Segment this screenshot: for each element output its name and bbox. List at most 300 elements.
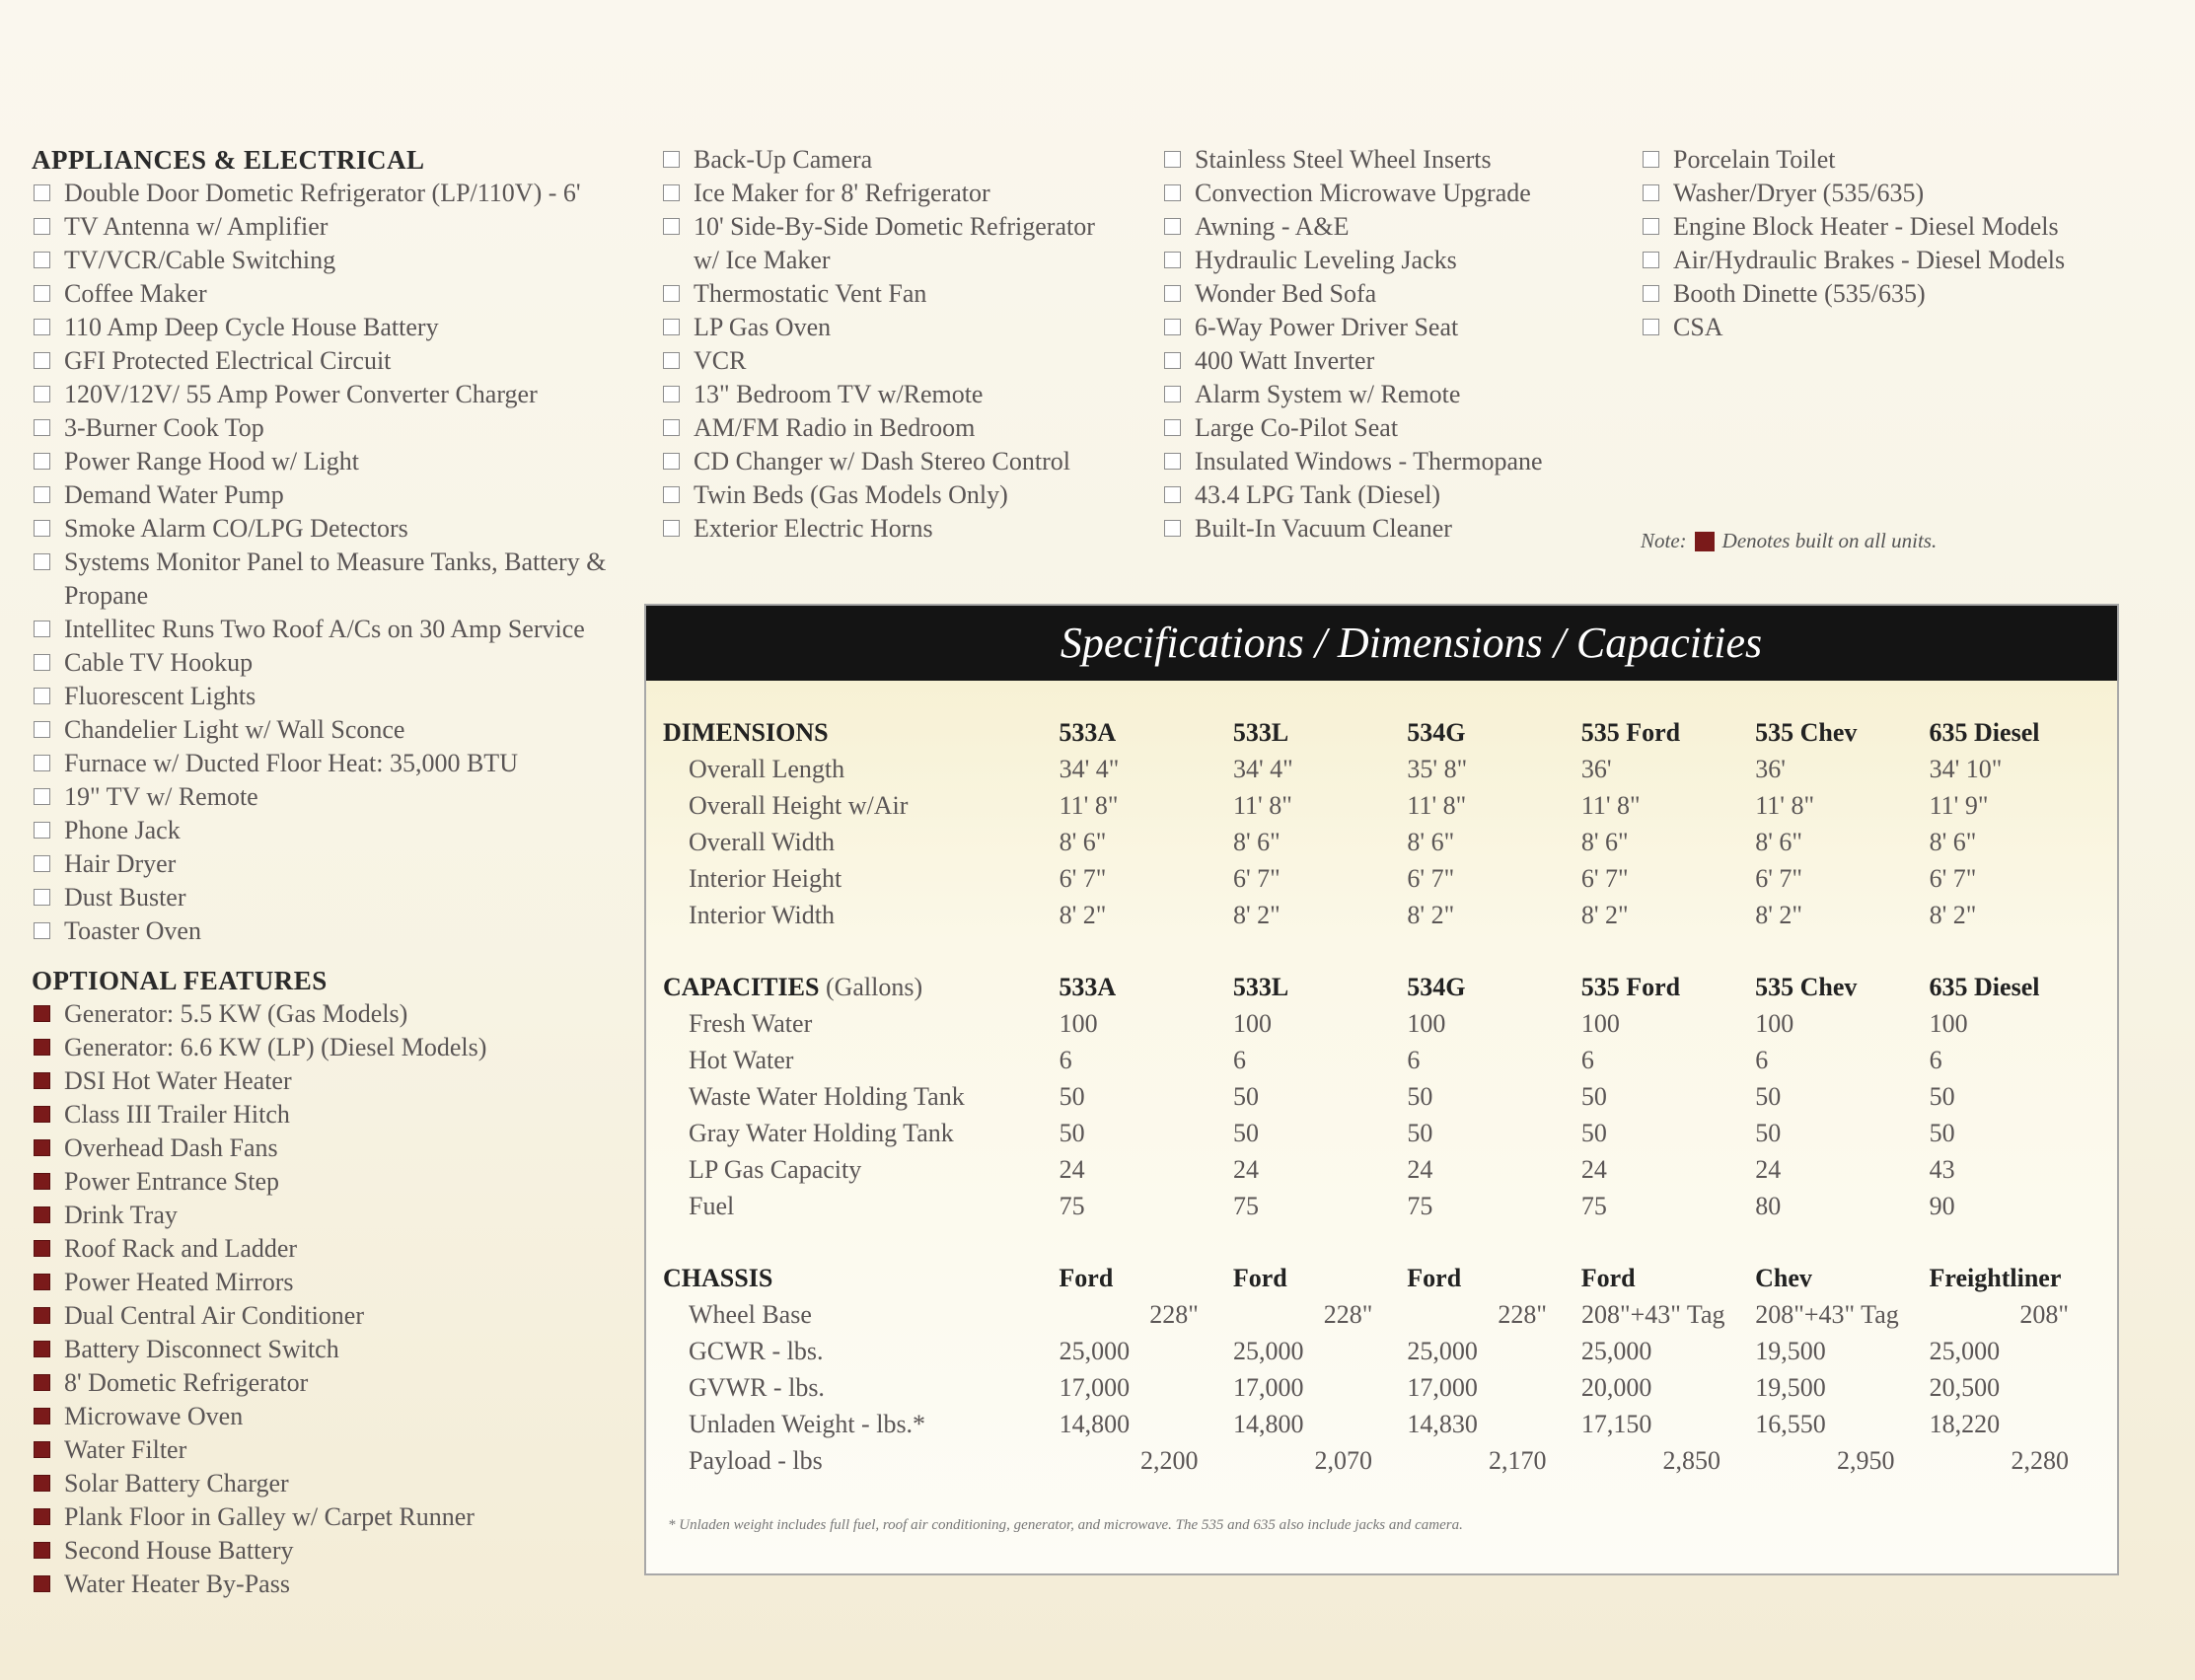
optional-features-list	[32, 997, 623, 1601]
list-item	[1162, 411, 1616, 445]
appliances-column	[32, 143, 623, 1601]
section-title: DIMENSIONS	[663, 718, 829, 747]
list-item-label: 400 Watt Inverter	[1195, 346, 1375, 375]
list-item-label: Systems Monitor Panel to Measure Tanks, Battery & Propane	[64, 548, 607, 610]
spec-value: 6	[1755, 1046, 1769, 1074]
list-item-label: Built-In Vacuum Cleaner	[1195, 514, 1452, 543]
list-item-label: Back-Up Camera	[694, 145, 873, 174]
list-item-label: Exterior Electric Horns	[694, 514, 933, 543]
list-item	[1162, 244, 1616, 277]
checkbox-icon	[1164, 319, 1181, 335]
spec-value: 50	[1233, 1119, 1259, 1147]
spec-value: 8' 2"	[1580, 901, 1629, 929]
spec-label: GVWR - lbs.	[689, 1373, 825, 1402]
filled-checkbox-icon	[34, 1374, 50, 1391]
list-item	[32, 713, 623, 747]
section-title: CAPACITIES	[663, 973, 820, 1001]
checkbox-icon	[34, 721, 50, 738]
list-item-label: Toaster Oven	[64, 916, 201, 945]
list-item-label: Water Heater By-Pass	[64, 1570, 290, 1598]
spec-value: 75	[1233, 1192, 1259, 1220]
list-item	[1641, 244, 2114, 277]
filled-checkbox-icon	[34, 1240, 50, 1257]
list-item	[32, 1098, 623, 1132]
spec-row	[663, 1442, 2103, 1479]
list-item	[661, 210, 1125, 277]
spec-value: 50	[1580, 1119, 1607, 1147]
list-item	[661, 512, 1125, 546]
list-item-label: Smoke Alarm CO/LPG Detectors	[64, 514, 408, 543]
spec-value: 11' 8"	[1580, 791, 1641, 820]
list-item	[1162, 143, 1616, 177]
spec-row	[663, 1333, 2103, 1369]
checkbox-icon	[34, 621, 50, 637]
list-item	[1641, 177, 2114, 210]
spec-value: 25,000	[1059, 1337, 1131, 1365]
list-item-label: Porcelain Toilet	[1673, 145, 1836, 174]
list-item-label: Microwave Oven	[64, 1402, 244, 1430]
model-column-header: 535 Ford	[1580, 973, 1681, 1001]
list-item	[32, 411, 623, 445]
checkbox-icon	[1643, 184, 1659, 201]
list-item-label: Double Door Dometic Refrigerator (LP/110V) - 6'	[64, 179, 581, 207]
list-item	[32, 814, 623, 847]
list-item-label: Second House Battery	[64, 1536, 294, 1565]
spec-row	[663, 787, 2103, 824]
filled-checkbox-icon	[34, 1408, 50, 1424]
list-item-label: Chandelier Light w/ Wall Sconce	[64, 715, 405, 744]
spec-row	[663, 1188, 2103, 1224]
model-column-header: 533A	[1059, 973, 1117, 1001]
checkbox-icon	[1643, 285, 1659, 302]
list-item-label: AM/FM Radio in Bedroom	[694, 413, 976, 442]
model-column-header: 533L	[1232, 973, 1289, 1001]
spec-row	[663, 751, 2103, 787]
spec-label: Overall Height w/Air	[689, 791, 909, 820]
list-item-label: 19" TV w/ Remote	[64, 782, 258, 811]
spec-value: 208"	[2019, 1300, 2070, 1329]
list-item	[661, 277, 1125, 311]
options-column-4	[1641, 143, 2114, 344]
list-item	[1162, 311, 1616, 344]
list-item-label: Dust Buster	[64, 883, 186, 912]
model-column-header: 533A	[1059, 718, 1117, 747]
spec-value: 75	[1059, 1192, 1085, 1220]
spec-row	[663, 1005, 2103, 1042]
list-item-label: LP Gas Oven	[694, 313, 832, 341]
spec-value: 24	[1059, 1155, 1085, 1184]
checkbox-icon	[1164, 184, 1181, 201]
spec-value: 50	[1407, 1082, 1433, 1111]
spec-value: 6	[1929, 1046, 1942, 1074]
model-column-header: 535 Chev	[1755, 973, 1858, 1001]
spec-label: Overall Length	[689, 755, 845, 783]
spec-value: 8' 6"	[1407, 828, 1455, 856]
checkbox-icon	[663, 319, 680, 335]
options-column-3	[1162, 143, 1616, 546]
list-item-label: Insulated Windows - Thermopane	[1195, 447, 1543, 475]
list-item	[32, 277, 623, 311]
list-item	[1162, 378, 1616, 411]
spec-value: 2,280	[2011, 1446, 2070, 1475]
list-item-label: Hair Dryer	[64, 849, 177, 878]
list-item	[32, 914, 623, 948]
spec-value: 43	[1929, 1155, 1955, 1184]
list-item-label: Hydraulic Leveling Jacks	[1195, 246, 1457, 274]
list-item	[32, 1534, 623, 1568]
spec-label: Interior Height	[689, 864, 842, 893]
dimensions-header-row	[663, 714, 2103, 751]
list-item-label: Convection Microwave Upgrade	[1195, 179, 1531, 207]
list-item	[32, 177, 623, 210]
checkbox-icon	[663, 218, 680, 235]
list-item-label: Roof Rack and Ladder	[64, 1234, 298, 1263]
legend-swatch	[1695, 532, 1715, 551]
spec-value: 11' 9"	[1929, 791, 1989, 820]
section-heading	[663, 1260, 1059, 1296]
spec-value: 34' 4"	[1059, 755, 1120, 783]
list-item	[32, 646, 623, 680]
filled-checkbox-icon	[34, 1139, 50, 1156]
list-item-label: 13" Bedroom TV w/Remote	[694, 380, 984, 408]
checkbox-icon	[663, 486, 680, 503]
checkbox-icon	[1164, 218, 1181, 235]
options-list-3	[1162, 143, 1616, 546]
model-column-header: Ford	[1580, 1264, 1636, 1292]
spec-row	[663, 897, 2103, 933]
spec-value: 6' 7"	[1059, 864, 1107, 893]
spec-value: 8' 2"	[1755, 901, 1803, 929]
list-item-label: Solar Battery Charger	[64, 1469, 289, 1497]
list-item-label: CSA	[1673, 313, 1723, 341]
list-item-label: Large Co-Pilot Seat	[1195, 413, 1399, 442]
spec-value: 14,800	[1233, 1410, 1304, 1438]
list-item	[32, 244, 623, 277]
list-item	[32, 1064, 623, 1098]
list-item-label: Generator: 6.6 KW (LP) (Diesel Models)	[64, 1033, 487, 1061]
spec-value: 24	[1233, 1155, 1259, 1184]
checkbox-icon	[34, 352, 50, 369]
list-item-label: Ice Maker for 8' Refrigerator	[694, 179, 990, 207]
spec-label: Unladen Weight - lbs.*	[689, 1410, 926, 1438]
checkbox-icon	[34, 252, 50, 268]
list-item-label: 8' Dometic Refrigerator	[64, 1368, 309, 1397]
list-item	[32, 1232, 623, 1266]
spec-label: Hot Water	[689, 1046, 794, 1074]
checkbox-icon	[1164, 285, 1181, 302]
spec-value: 50	[1929, 1082, 1955, 1111]
list-item-label: Demand Water Pump	[64, 480, 284, 509]
spec-label: Wheel Base	[689, 1300, 812, 1329]
checkbox-icon	[34, 553, 50, 570]
list-item-label: 120V/12V/ 55 Amp Power Converter Charger	[64, 380, 538, 408]
list-item	[32, 1132, 623, 1165]
list-item-label: Battery Disconnect Switch	[64, 1335, 339, 1363]
list-item-label: 3-Burner Cook Top	[64, 413, 264, 442]
spec-value: 17,000	[1059, 1373, 1131, 1402]
list-item-label: 10' Side-By-Side Dometic Refrigerator w/ Ice Maker	[694, 212, 1095, 274]
list-item-label: Wonder Bed Sofa	[1195, 279, 1377, 308]
list-item-label: TV/VCR/Cable Switching	[64, 246, 336, 274]
specifications-banner: Specifications / Dimensions / Capacities	[646, 606, 2117, 681]
spec-label: GCWR - lbs.	[689, 1337, 824, 1365]
spec-value: 8' 2"	[1233, 901, 1280, 929]
filled-checkbox-icon	[34, 1072, 50, 1089]
options-list-2	[661, 143, 1125, 546]
list-item-label: Washer/Dryer (535/635)	[1673, 179, 1925, 207]
note-text: Denotes built on all units.	[1721, 529, 1938, 552]
list-item	[1162, 344, 1616, 378]
spec-value: 36'	[1580, 755, 1612, 783]
checkbox-icon	[34, 184, 50, 201]
list-item	[661, 311, 1125, 344]
model-column-header: 534G	[1407, 718, 1466, 747]
list-item	[32, 1299, 623, 1333]
list-item	[661, 478, 1125, 512]
spec-value: 34' 10"	[1929, 755, 2003, 783]
spec-value: 100	[1059, 1009, 1098, 1038]
list-item-label: Thermostatic Vent Fan	[694, 279, 927, 308]
spec-value: 8' 6"	[1233, 828, 1280, 856]
checkbox-icon	[663, 285, 680, 302]
checkbox-icon	[1643, 151, 1659, 168]
list-item-label: Air/Hydraulic Brakes - Diesel Models	[1673, 246, 2066, 274]
list-item	[1162, 210, 1616, 244]
checkbox-icon	[1164, 520, 1181, 537]
checkbox-icon	[1643, 319, 1659, 335]
spec-label: Payload - lbs	[689, 1446, 823, 1475]
spec-value: 8' 6"	[1059, 828, 1107, 856]
spec-row	[663, 1115, 2103, 1151]
list-item-label: GFI Protected Electrical Circuit	[64, 346, 392, 375]
appliances-list	[32, 177, 623, 948]
spec-value: 18,220	[1929, 1410, 2001, 1438]
list-item	[1162, 512, 1616, 546]
list-item-label: Water Filter	[64, 1435, 187, 1464]
spec-value: 25,000	[1580, 1337, 1652, 1365]
list-item	[32, 780, 623, 814]
list-item	[1162, 177, 1616, 210]
filled-checkbox-icon	[34, 1005, 50, 1022]
checkbox-icon	[663, 352, 680, 369]
list-item	[32, 546, 623, 613]
spec-value: 50	[1059, 1119, 1085, 1147]
spec-value: 24	[1407, 1155, 1433, 1184]
chassis-section	[663, 1260, 2103, 1479]
list-item	[661, 177, 1125, 210]
checkbox-icon	[34, 822, 50, 839]
spec-value: 100	[1929, 1009, 1968, 1038]
list-item-label: Coffee Maker	[64, 279, 207, 308]
spec-label: LP Gas Capacity	[689, 1155, 862, 1184]
spec-value: 100	[1755, 1009, 1794, 1038]
checkbox-icon	[1643, 252, 1659, 268]
spec-value: 20,000	[1580, 1373, 1652, 1402]
checkbox-icon	[34, 654, 50, 671]
spec-value: 100	[1233, 1009, 1272, 1038]
model-column-header: 635 Diesel	[1929, 718, 2040, 747]
spec-value: 17,000	[1233, 1373, 1304, 1402]
spec-value: 16,550	[1755, 1410, 1826, 1438]
list-item-label: Overhead Dash Fans	[64, 1133, 278, 1162]
list-item	[1162, 478, 1616, 512]
list-item	[32, 1568, 623, 1601]
spec-row	[663, 1042, 2103, 1078]
model-column-header: 535 Chev	[1755, 718, 1858, 747]
checkbox-icon	[663, 453, 680, 470]
spec-value: 50	[1407, 1119, 1433, 1147]
spec-label: Gray Water Holding Tank	[689, 1119, 954, 1147]
checkbox-icon	[34, 453, 50, 470]
checkbox-icon	[1164, 486, 1181, 503]
spec-value: 6' 7"	[1755, 864, 1803, 893]
model-column-header: Chev	[1755, 1264, 1812, 1292]
checkbox-icon	[34, 855, 50, 872]
model-column-header: Ford	[1232, 1264, 1287, 1292]
list-item-label: Engine Block Heater - Diesel Models	[1673, 212, 2059, 241]
spec-value: 50	[1755, 1119, 1782, 1147]
spec-value: 50	[1059, 1082, 1085, 1111]
checkbox-icon	[34, 319, 50, 335]
list-item	[32, 1433, 623, 1467]
list-item-label: Intellitec Runs Two Roof A/Cs on 30 Amp Service	[64, 615, 585, 643]
section-title: CHASSIS	[663, 1264, 773, 1292]
list-item	[32, 847, 623, 881]
checkbox-icon	[34, 285, 50, 302]
list-item	[32, 478, 623, 512]
spec-value: 50	[1580, 1082, 1607, 1111]
filled-checkbox-icon	[34, 1039, 50, 1056]
spec-value: 8' 2"	[1929, 901, 1977, 929]
spec-value: 6' 7"	[1233, 864, 1280, 893]
list-item	[32, 512, 623, 546]
list-item	[32, 1266, 623, 1299]
spec-value: 14,800	[1059, 1410, 1131, 1438]
filled-checkbox-icon	[34, 1441, 50, 1458]
list-item-label: 6-Way Power Driver Seat	[1195, 313, 1459, 341]
list-item	[32, 1165, 623, 1199]
spec-value: 19,500	[1755, 1373, 1826, 1402]
model-column-header: Ford	[1059, 1264, 1114, 1292]
spec-value: 6	[1233, 1046, 1246, 1074]
spec-row	[663, 860, 2103, 897]
spec-value: 6	[1059, 1046, 1072, 1074]
spec-label: Overall Width	[689, 828, 835, 856]
checkbox-icon	[34, 688, 50, 704]
checkbox-icon	[1164, 252, 1181, 268]
list-item-label: Awning - A&E	[1195, 212, 1350, 241]
list-item	[661, 143, 1125, 177]
chassis-header-row	[663, 1260, 2103, 1296]
checkbox-icon	[663, 184, 680, 201]
checkbox-icon	[663, 386, 680, 402]
checkbox-icon	[34, 922, 50, 939]
checkbox-icon	[663, 520, 680, 537]
list-item-label: CD Changer w/ Dash Stereo Control	[694, 447, 1071, 475]
spec-value: 228"	[1149, 1300, 1199, 1329]
spec-value: 34' 4"	[1233, 755, 1293, 783]
specifications-panel	[644, 604, 2119, 1575]
spec-value: 25,000	[1233, 1337, 1304, 1365]
list-item-label: Furnace w/ Ducted Floor Heat: 35,000 BTU	[64, 749, 518, 777]
spec-value: 8' 6"	[1580, 828, 1629, 856]
checkbox-icon	[34, 520, 50, 537]
list-item	[32, 613, 623, 646]
list-item	[32, 747, 623, 780]
list-item	[32, 1031, 623, 1064]
list-item-label: Alarm System w/ Remote	[1195, 380, 1461, 408]
spec-value: 20,500	[1929, 1373, 2001, 1402]
list-item-label: Power Heated Mirrors	[64, 1268, 294, 1296]
filled-checkbox-icon	[34, 1106, 50, 1123]
appliances-heading: APPLIANCES & ELECTRICAL	[32, 145, 425, 175]
spec-value: 11' 8"	[1233, 791, 1292, 820]
list-item	[32, 378, 623, 411]
list-item	[32, 311, 623, 344]
spec-value: 2,950	[1837, 1446, 1895, 1475]
filled-checkbox-icon	[34, 1475, 50, 1492]
spec-value: 17,150	[1580, 1410, 1652, 1438]
model-column-header: Freightliner	[1929, 1264, 2062, 1292]
list-item-label: Power Range Hood w/ Light	[64, 447, 359, 475]
model-column-header: 635 Diesel	[1929, 973, 2040, 1001]
list-item	[1641, 210, 2114, 244]
spec-value: 100	[1407, 1009, 1446, 1038]
footnote: * Unladen weight includes full fuel, roof air conditioning, generator, and microwave. The 535 and 635 also include jacks and camera.	[668, 1517, 1463, 1533]
spec-value: 50	[1929, 1119, 1955, 1147]
list-item	[32, 1366, 623, 1400]
spec-value: 90	[1929, 1192, 1955, 1220]
spec-value: 8' 2"	[1059, 901, 1107, 929]
list-item	[1641, 311, 2114, 344]
list-item-label: Drink Tray	[64, 1201, 178, 1229]
list-item	[32, 1199, 623, 1232]
spec-value: 24	[1755, 1155, 1782, 1184]
spec-value: 80	[1755, 1192, 1782, 1220]
spec-row	[663, 824, 2103, 860]
checkbox-icon	[34, 386, 50, 402]
spec-label: Interior Width	[689, 901, 835, 929]
spec-value: 19,500	[1755, 1337, 1826, 1365]
model-column-header: 533L	[1232, 718, 1289, 747]
spec-row	[663, 1151, 2103, 1188]
dimensions-section	[663, 714, 2103, 933]
list-item	[32, 881, 623, 914]
list-item	[32, 344, 623, 378]
spec-value: 6' 7"	[1407, 864, 1455, 893]
list-item	[661, 411, 1125, 445]
list-item	[32, 1467, 623, 1500]
spec-value: 6' 7"	[1580, 864, 1629, 893]
spec-row	[663, 1296, 2103, 1333]
list-item-label: 110 Amp Deep Cycle House Battery	[64, 313, 439, 341]
checkbox-icon	[34, 755, 50, 771]
filled-checkbox-icon	[34, 1508, 50, 1525]
spec-label: Fuel	[689, 1192, 735, 1220]
spec-value: 208"+43" Tag	[1580, 1300, 1725, 1329]
model-column-header: 535 Ford	[1580, 718, 1681, 747]
list-item	[32, 1333, 623, 1366]
spec-value: 6	[1580, 1046, 1594, 1074]
filled-checkbox-icon	[34, 1542, 50, 1559]
spec-value: 8' 2"	[1407, 901, 1455, 929]
list-item	[32, 210, 623, 244]
model-column-header: Ford	[1407, 1264, 1462, 1292]
spec-value: 8' 6"	[1929, 828, 1977, 856]
spec-value: 24	[1580, 1155, 1607, 1184]
section-unit: (Gallons)	[825, 973, 923, 1001]
list-item-label: 43.4 LPG Tank (Diesel)	[1195, 480, 1440, 509]
